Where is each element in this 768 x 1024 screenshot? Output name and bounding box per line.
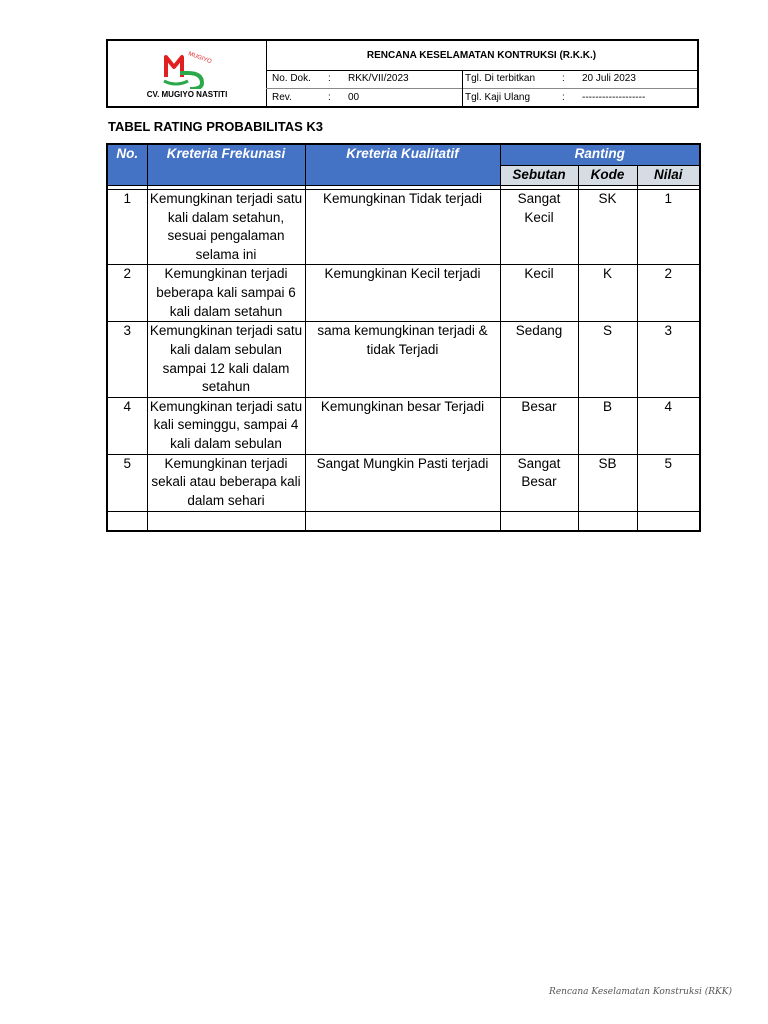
col-header-kualitatif: Kreteria Kualitatif: [305, 144, 500, 186]
cell-no: 3: [107, 322, 147, 397]
cell-kode: K: [578, 265, 637, 322]
col-header-ranting: Ranting: [500, 144, 700, 166]
cell-no: 1: [107, 190, 147, 265]
cell-kode: SB: [578, 454, 637, 511]
col-header-sebutan: Sebutan: [500, 166, 578, 186]
empty-row: [107, 511, 700, 531]
cell-nilai: 5: [637, 454, 700, 511]
company-name: CV. MUGIYO NASTITI: [146, 90, 228, 99]
cell-frekuensi: Kemungkinan terjadi beberapa kali sampai 6 kali dalam setahun: [147, 265, 305, 322]
cell-kode: SK: [578, 190, 637, 265]
cell-nilai: 3: [637, 322, 700, 397]
cell-frekuensi: Kemungkinan terjadi satu kali dalam sebulan sampai 12 kali dalam setahun: [147, 322, 305, 397]
cell-sebutan: Sangat Besar: [500, 454, 578, 511]
table-row: [107, 322, 700, 397]
cell-sebutan: Kecil: [500, 265, 578, 322]
tgl-kaji-label: Tgl. Kaji Ulang: [465, 92, 531, 103]
col-header-kode: Kode: [578, 166, 637, 186]
document-header: [106, 39, 699, 108]
rev-colon: :: [328, 92, 331, 103]
tgl-terbit-colon: :: [562, 73, 565, 84]
rating-table: [106, 143, 701, 532]
table-row: [107, 265, 700, 322]
cell-no: 4: [107, 397, 147, 454]
company-logo: [158, 47, 218, 89]
cell-kualitatif: Kemungkinan besar Terjadi: [305, 397, 500, 454]
logo-cell: [108, 41, 267, 106]
col-header-nilai: Nilai: [637, 166, 700, 186]
no-dok-value: RKK/VII/2023: [348, 73, 409, 84]
page-footer: Rencana Keselamatan Konstruksi (RKK): [549, 987, 732, 997]
no-dok-label: No. Dok.: [272, 73, 311, 84]
cell-frekuensi: Kemungkinan terjadi sekali atau beberapa kali dalam sehari: [147, 454, 305, 511]
svg-text:MUGIYO: MUGIYO: [187, 51, 213, 66]
cell-sebutan: Sangat Kecil: [500, 190, 578, 265]
cell-no: 5: [107, 454, 147, 511]
cell-nilai: 4: [637, 397, 700, 454]
cell-kualitatif: Sangat Mungkin Pasti terjadi: [305, 454, 500, 511]
section-title: TABEL RATING PROBABILITAS K3: [108, 119, 323, 134]
col-header-frekuensi: Kreteria Frekunasi: [147, 144, 305, 186]
cell-no: 2: [107, 265, 147, 322]
meta-col-divider: [462, 70, 463, 106]
no-dok-colon: :: [328, 73, 331, 84]
cell-sebutan: Sedang: [500, 322, 578, 397]
cell-frekuensi: Kemungkinan terjadi satu kali seminggu, sampai 4 kali dalam sebulan: [147, 397, 305, 454]
cell-kualitatif: Kemungkinan Tidak terjadi: [305, 190, 500, 265]
table-row: [107, 454, 700, 511]
tgl-terbit-label: Tgl. Di terbitkan: [465, 73, 536, 84]
cell-nilai: 1: [637, 190, 700, 265]
rev-label: Rev.: [272, 92, 292, 103]
cell-frekuensi: Kemungkinan terjadi satu kali dalam setahun, sesuai pengalaman selama ini: [147, 190, 305, 265]
cell-kode: S: [578, 322, 637, 397]
table-row: [107, 397, 700, 454]
col-header-no: No.: [107, 144, 147, 186]
cell-kualitatif: sama kemungkinan terjadi & tidak Terjadi: [305, 322, 500, 397]
meta-divider: [266, 88, 697, 89]
tgl-kaji-value: -------------------: [582, 92, 646, 103]
cell-sebutan: Besar: [500, 397, 578, 454]
tgl-kaji-colon: :: [562, 92, 565, 103]
cell-nilai: 2: [637, 265, 700, 322]
cell-kode: B: [578, 397, 637, 454]
rev-value: 00: [348, 92, 360, 103]
table-row: [107, 190, 700, 265]
doc-title: RENCANA KESELAMATAN KONTRUKSI (R.K.K.): [266, 41, 697, 71]
cell-kualitatif: Kemungkinan Kecil terjadi: [305, 265, 500, 322]
tgl-terbit-value: 20 Juli 2023: [582, 73, 636, 84]
